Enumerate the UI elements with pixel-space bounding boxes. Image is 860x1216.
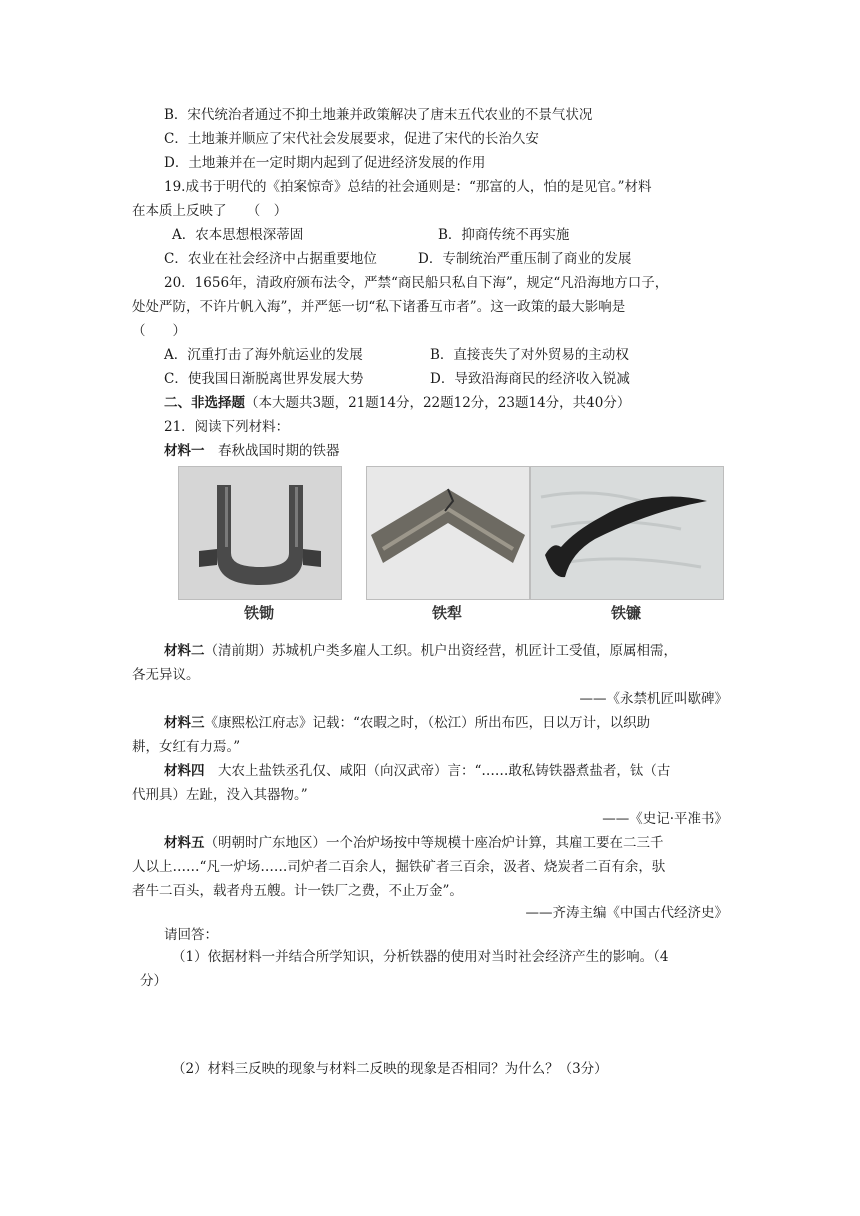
- q19-stem-line2: 在本质上反映了 （ ）: [132, 203, 288, 219]
- material-2-label: 材料二: [164, 643, 205, 659]
- iron-hoe-image: [178, 466, 342, 600]
- section-heading: [164, 392, 630, 414]
- q20-option-d: D．导致沿海商民的经济收入锐减: [430, 371, 630, 387]
- material-5-text: （明朝时广东地区）一个冶炉场按中等规模十座冶炉计算，其雇工要在二三千: [204, 835, 664, 851]
- q19-option-c: C．农业在社会经济中占据重要地位: [164, 251, 377, 267]
- iron-hoe-icon: [179, 467, 341, 599]
- material-3-line2: 耕，女红有力焉。”: [132, 739, 241, 755]
- q21-intro: 21．阅读下列材料：: [164, 419, 290, 435]
- iron-sickle-image: [530, 466, 724, 600]
- material-4-line2: 代刑具）左趾，没入其器物。”: [132, 787, 308, 803]
- q18-option-b: B．宋代统治者通过不抑土地兼并政策解决了唐末五代农业的不景气状况: [164, 107, 593, 123]
- material-2-text: （清前期）苏城机户类多雇人工织。机户出资经营，机匠计工受值，原属相需，: [204, 643, 677, 659]
- material-3-text: 《康熙松江府志》记载：“农暇之时，（松江）所出布匹，日以万计，以织助: [204, 715, 651, 731]
- material-4-line1: [164, 760, 670, 782]
- iron-plough-icon: [367, 467, 529, 599]
- material-4-label: 材料四: [164, 763, 205, 779]
- sub-question-1-line2: 分）: [140, 973, 167, 989]
- material-2-line1: [164, 640, 677, 662]
- iron-tools-figure: [178, 466, 726, 628]
- iron-hoe-label: 铁锄: [243, 604, 274, 622]
- material-3-label: 材料三: [164, 715, 205, 731]
- material-5-source: ——齐涛主编《中国古代经济史》: [525, 905, 728, 921]
- q20-stem-line2: 处处严防，不许片帆入海”，并严惩一切“私下诸番互市者”。这一政策的最大影响是: [132, 299, 626, 315]
- material-5-line2: 人以上……“凡一炉场……司炉者二百余人，掘铁矿者三百余，汲者、烧炭者二百有余，驮: [132, 859, 666, 875]
- iron-sickle-icon: [531, 467, 723, 599]
- material-4-source: ——《史记·平准书》: [602, 811, 728, 827]
- q18-option-c: C．土地兼并顺应了宋代社会发展要求，促进了宋代的长治久安: [164, 131, 539, 147]
- iron-sickle-label: 铁镰: [610, 604, 641, 622]
- q20-option-a: A．沉重打击了海外航运业的发展: [164, 347, 363, 363]
- sub-question-1-line1: （1）依据材料一并结合所学知识，分析铁器的使用对当时社会经济产生的影响。（4: [172, 949, 669, 965]
- material-3-line1: [164, 712, 650, 734]
- sub-question-2: （2）材料三反映的现象与材料二反映的现象是否相同？为什么？（3分）: [172, 1061, 608, 1077]
- q19-option-d: D．专制统治严重压制了商业的发展: [418, 251, 632, 267]
- material-5-line1: [164, 832, 664, 854]
- material-1: [164, 440, 340, 462]
- section-title: 二、非选择题: [164, 395, 245, 411]
- iron-plough-image: [366, 466, 530, 600]
- q20-option-c: C．使我国日渐脱离世界发展大势: [164, 371, 364, 387]
- q20-stem-line1: 20．1656年，清政府颁布法令，严禁“商民船只私自下海”，规定“凡沿海地方口子，: [164, 275, 669, 291]
- material-5-line3: 者牛二百头，载者舟五艘。计一铁厂之费，不止万金”。: [132, 883, 463, 899]
- material-4-text: 大农上盐铁丞孔仅、咸阳（向汉武帝）言：“……敢私铸铁器煮盐者，钛（古: [218, 763, 671, 779]
- q19-stem-line1: 19.成书于明代的《拍案惊奇》总结的社会通则是：“那富的人，怕的是见官。”材料: [164, 179, 652, 195]
- material-1-label: 材料一: [164, 443, 205, 459]
- q20-stem-line3: （ ）: [132, 323, 186, 339]
- section-note: （本大题共3题，21题14分，22题12分，23题14分，共40分）: [245, 395, 631, 411]
- material-1-text: 春秋战国时期的铁器: [218, 443, 340, 459]
- answer-prompt: 请回答：: [164, 927, 218, 943]
- material-2-line2: 各无异议。: [132, 667, 200, 683]
- material-2-source: ——《永禁机匠叫歇碑》: [579, 691, 728, 707]
- q20-option-b: B．直接丧失了对外贸易的主动权: [430, 347, 629, 363]
- q19-option-a: A．农本思想根深蒂固: [172, 227, 304, 243]
- q18-option-d: D．土地兼并在一定时期内起到了促进经济发展的作用: [164, 155, 486, 171]
- iron-plough-label: 铁犁: [431, 604, 462, 622]
- material-5-label: 材料五: [164, 835, 205, 851]
- q19-option-b: B．抑商传统不再实施: [438, 227, 570, 243]
